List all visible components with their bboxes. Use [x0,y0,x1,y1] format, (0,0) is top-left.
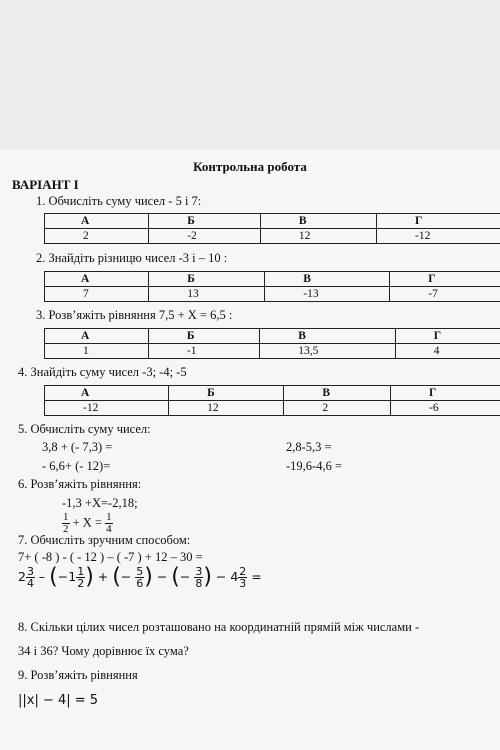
option-value: 13,5 [260,344,396,359]
option-value: 1 [45,344,149,359]
option-label: Г [390,272,500,287]
paren: ( [171,564,180,590]
question-3: 3. Розв’яжіть рівняння 7,5 + Х = 6,5 : [36,308,233,322]
paren: ) [144,564,153,590]
whole-part: 1 [68,569,77,584]
question-9: 9. Розв’яжіть рівняння [18,668,138,682]
whole-part: 4 [230,569,239,584]
variant-heading: ВАРІАНТ І [12,177,79,192]
mixed-fraction-expression: 2 $\frac{3}{4}$ – (−1 $\frac{1}{2}$ ) + (− $\frac{5}{6}$ ) − (− $\frac{3}{8}$ ) − 4 $\frac{2}{3}$ = [18,564,262,590]
equation-fraction [62,512,113,535]
numerator: 3 [195,565,203,578]
question-2: 2. Знайдіть різницю чисел -3 і – 10 : [36,251,228,265]
blank-area [0,0,500,150]
denominator: 2 [77,577,85,590]
option-label: Г [391,386,500,401]
paren: ( [112,564,121,590]
denominator: 2 [63,523,69,535]
option-value: -2 [149,229,261,244]
option-label: Б [169,386,284,401]
option-label: Г [377,214,500,229]
option-label: А [45,386,169,401]
option-value: -13 [265,287,390,302]
numerator: 5 [136,565,144,578]
question-8-line-1: 8. Скільки цілих чисел розташовано на координатній прямій між числами - [18,620,420,634]
numerator: 3 [26,565,34,578]
option-value: 4 [395,344,500,359]
option-value: -1 [148,344,259,359]
expression: - 6,6+ (- 12)= [42,459,111,473]
option-label: В [284,386,391,401]
paren: ( [49,564,58,590]
denominator: 8 [195,577,203,590]
answer-table-1 [44,213,500,244]
absolute-value-equation: ||x| − 4| = 5 [18,693,99,708]
denominator: 4 [106,523,112,535]
denominator: 3 [239,577,247,590]
question-1: 1. Обчисліть суму чисел - 5 і 7: [36,194,202,208]
option-label: Б [148,329,259,344]
answer-table-4 [44,385,500,416]
option-value: 12 [169,401,284,416]
option-label: Г [395,329,500,344]
paren: ) [85,564,94,590]
fraction [105,512,113,535]
numerator: 2 [239,565,247,578]
equation: -1,3 +Х=-2,18; [62,496,138,510]
option-value: 13 [149,287,265,302]
option-value: 2 [284,401,391,416]
question-4: 4. Знайдіть суму чисел -3; -4; -5 [18,365,187,379]
fraction [194,566,203,589]
fraction [76,566,85,589]
option-label: А [45,272,149,287]
option-value: -6 [391,401,500,416]
option-value: 12 [260,229,376,244]
paren: ) [203,564,212,590]
question-5: 5. Обчисліть суму чисел: [18,422,151,436]
fraction [62,512,70,535]
document-page [0,150,500,750]
expression: 2,8-5,3 = [286,440,332,454]
expression: -19,6-4,6 = [286,459,342,473]
question-6: 6. Розв’яжіть рівняння: [18,477,142,491]
expression: 3,8 + (- 7,3) = [42,440,113,454]
fraction [26,566,35,589]
numerator: 1 [63,511,69,523]
option-value: 2 [45,229,149,244]
expression: 7+ ( -8 ) - ( - 12 ) – ( -7 ) + 12 – 30 = [18,550,203,564]
equation-middle: + Х = [72,515,103,530]
page-title: Контрольна робота [193,159,307,174]
option-value: -12 [45,401,169,416]
whole-part: 2 [18,569,26,584]
option-label: В [265,272,390,287]
denominator: 4 [26,577,34,590]
fraction [238,566,247,589]
answer-table-2 [44,271,500,302]
option-value: -7 [390,287,500,302]
question-7: 7. Обчисліть зручним способом: [18,533,191,547]
option-label: В [260,214,376,229]
option-label: В [260,329,396,344]
fraction [135,566,144,589]
option-label: Б [149,214,261,229]
option-label: А [45,329,149,344]
numerator: 1 [106,511,112,523]
option-value: -12 [377,229,500,244]
question-8-line-2: 34 і 36? Чому дорівнює їх сума? [18,644,189,658]
answer-table-3 [44,328,500,359]
option-label: А [45,214,149,229]
option-label: Б [149,272,265,287]
numerator: 1 [77,565,85,578]
denominator: 6 [136,577,144,590]
option-value: 7 [45,287,149,302]
